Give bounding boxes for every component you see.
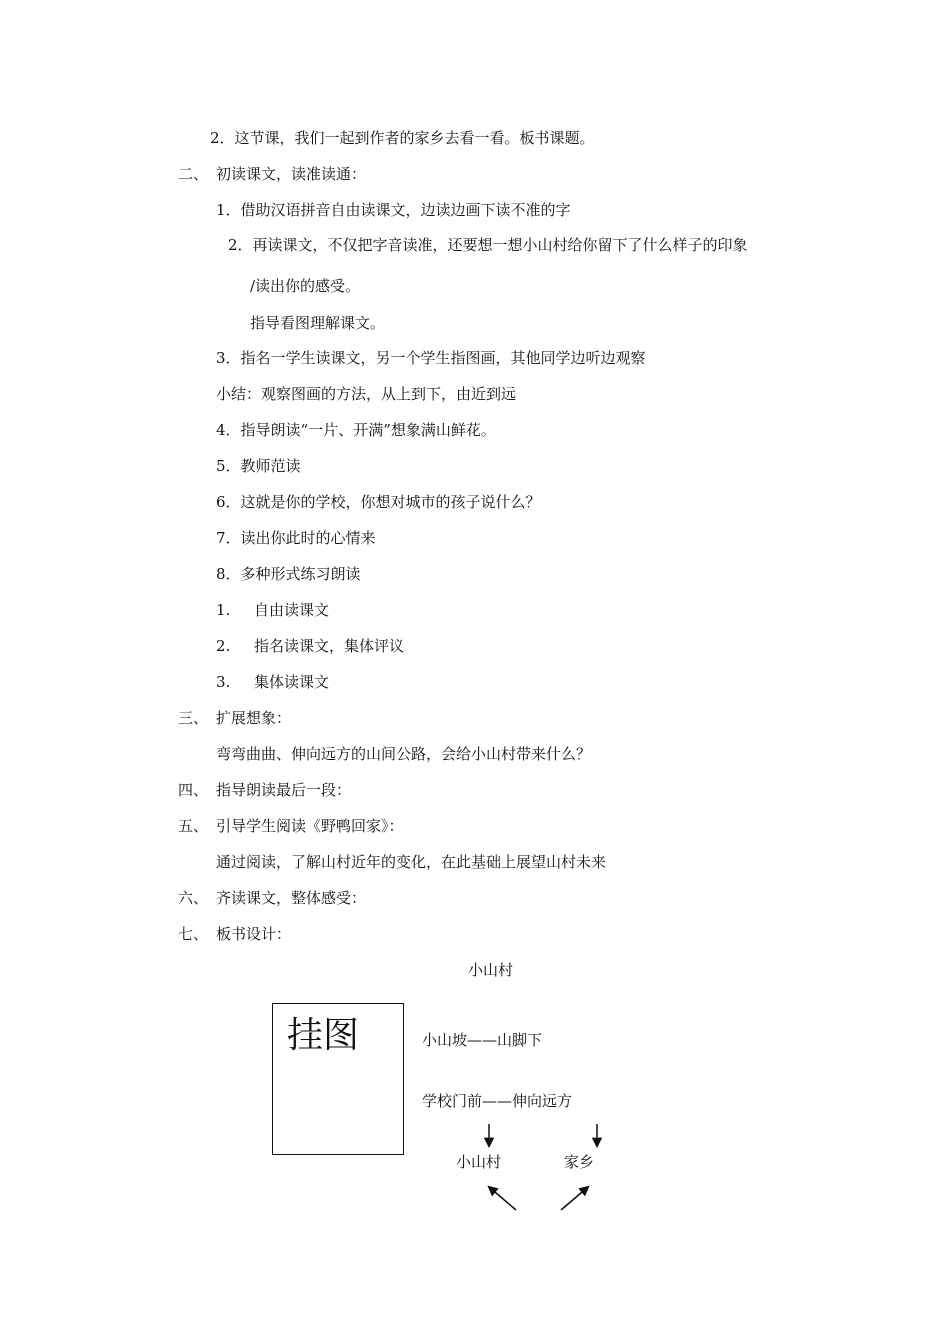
step-3-named-reading: 3．指名一学生读课文，另一个学生指图画，其他同学边听边观察	[216, 349, 646, 367]
summary-line: 小结：观察图画的方法，从上到下，由近到远	[216, 385, 517, 403]
step-7-mood: 7．读出你此时的心情来	[216, 529, 376, 547]
section-7-heading: 七、 板书设计：	[178, 925, 292, 943]
section-5-heading: 五、 引导学生阅读《野鸭回家》：	[178, 817, 404, 835]
board-title: 小山村	[468, 961, 514, 979]
imagine-question: 弯弯曲曲、伸向远方的山间公路，会给小山村带来什么？	[216, 745, 592, 763]
section-4-heading: 四、 指导朗读最后一段：	[178, 781, 352, 799]
step-1-pinyin: 1．借助汉语拼音自由读课文，边读边画下读不准的字	[216, 201, 571, 219]
board-row-1: 小山坡——山脚下	[422, 1031, 543, 1049]
arrow-up-left	[489, 1187, 516, 1210]
section-6-heading: 六、 齐读课文，整体感受：	[178, 889, 367, 907]
board-right-word: 家乡	[564, 1153, 595, 1171]
board-row-2: 学校门前——伸向远方	[422, 1092, 573, 1110]
reading-goal: 通过阅读，了解山村近年的变化，在此基础上展望山村未来	[216, 853, 607, 871]
guide-picture: 指导看图理解课文。	[250, 314, 386, 332]
board-left-word: 小山村	[456, 1153, 502, 1171]
section-3-heading: 三、 扩展想象：	[178, 709, 292, 727]
arrow-up-right	[561, 1187, 588, 1210]
section-2-heading: 二、 初读课文，读准读通：	[178, 165, 367, 183]
sub-item-3: 3. 集体读课文	[216, 673, 330, 691]
hanging-picture-label: 挂图	[287, 1015, 360, 1056]
step-6-question: 6．这就是你的学校，你想对城市的孩子说什么？	[216, 493, 541, 511]
sub-item-1: 1. 自由读课文	[216, 601, 330, 619]
step-5-teacher-reading: 5．教师范读	[216, 457, 301, 475]
read-feeling: /读出你的感受。	[250, 277, 361, 295]
step-4-guided-reading: 4．指导朗读“一片、开满”想象满山鲜花。	[216, 421, 496, 439]
step-8-practice: 8．多种形式练习朗读	[216, 565, 361, 583]
sub-item-2: 2. 指名读课文，集体评议	[216, 637, 405, 655]
step-2-reread: 2．再读课文，不仅把字音读准，还要想一想小山村给你留下了什么样子的印象	[228, 236, 748, 254]
step-2-intro: 2．这节课，我们一起到作者的家乡去看一看。板书课题。	[210, 129, 595, 147]
